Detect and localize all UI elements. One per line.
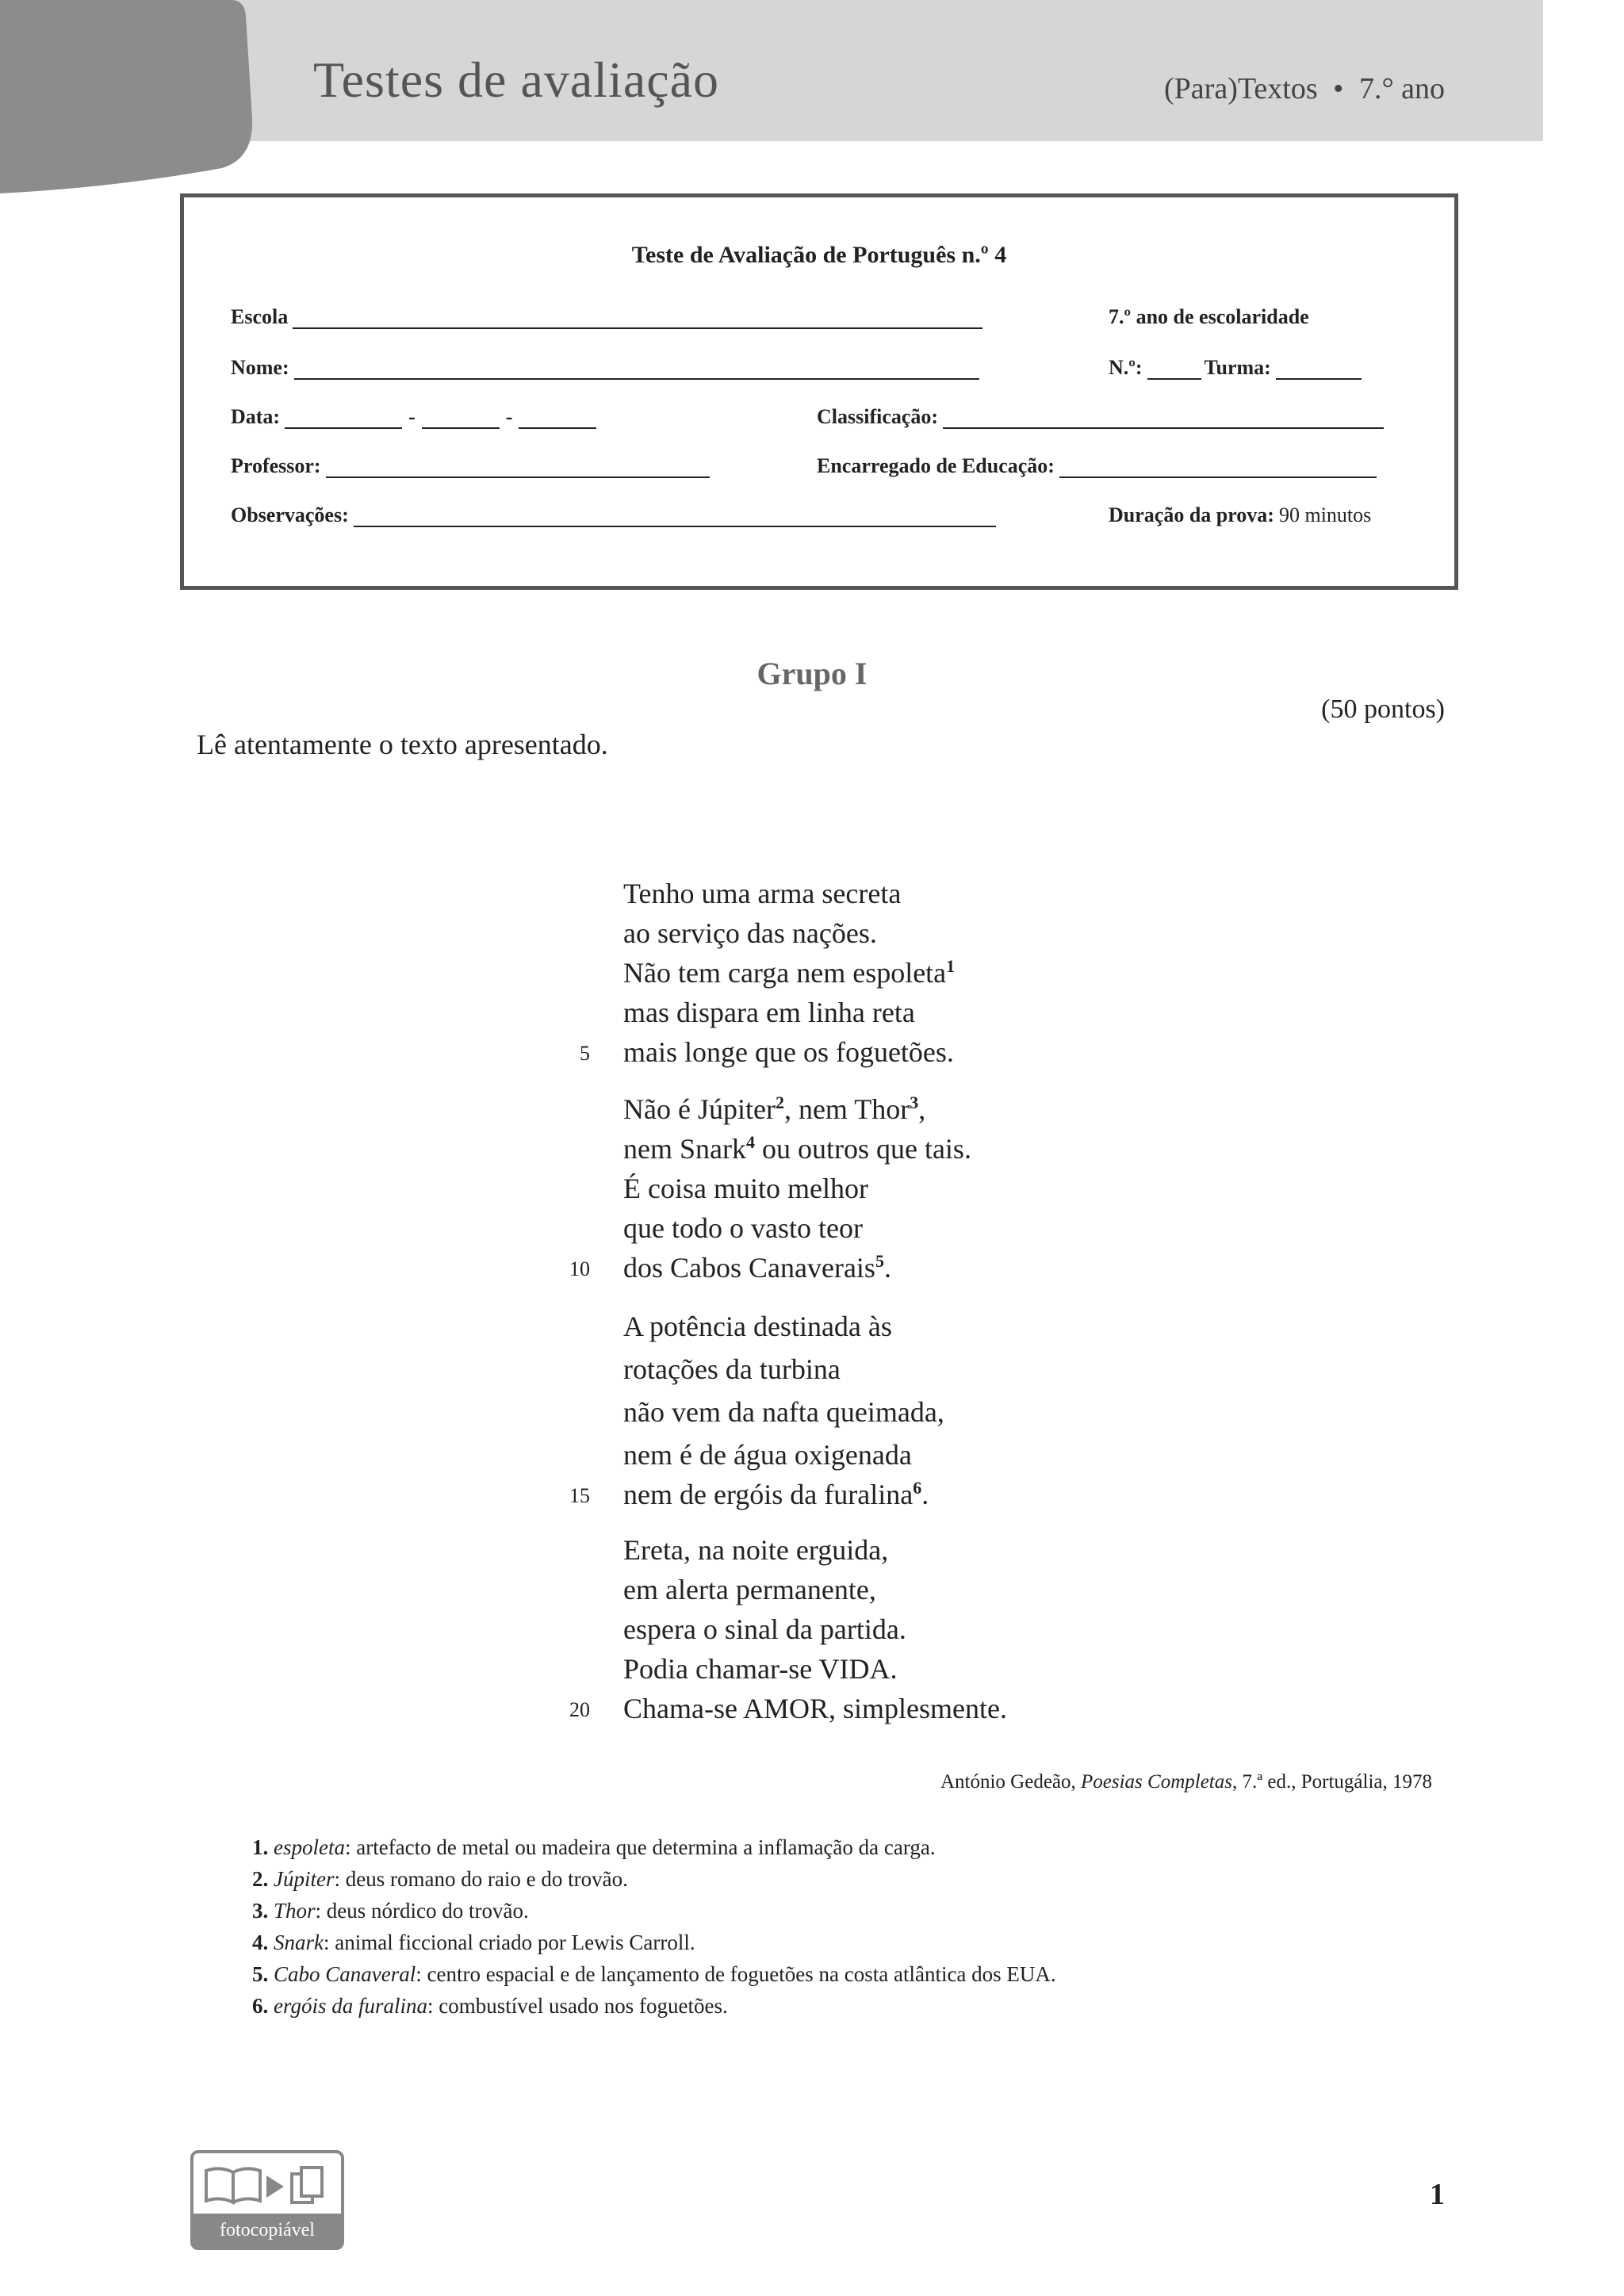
encarregado-field[interactable] xyxy=(1059,454,1377,478)
footnote-number: 3. xyxy=(252,1899,269,1923)
poem-line-text: espera o sinal da partida. xyxy=(623,1613,906,1645)
classificacao-field[interactable] xyxy=(943,405,1384,429)
numero-field[interactable] xyxy=(1147,356,1201,380)
turma-label: Turma: xyxy=(1204,356,1271,379)
poem-line-text: Tenho uma arma secreta xyxy=(623,878,902,909)
poem-line xyxy=(623,877,901,910)
footnote-definition: : animal ficcional criado por Lewis Carroll. xyxy=(324,1931,695,1954)
footnote-definition: : deus nórdico do trovão. xyxy=(315,1899,529,1923)
numero-label: N.º: xyxy=(1109,356,1143,379)
footnote-definition: : centro espacial e de lançamento de foguetões na costa atlântica dos EUA. xyxy=(416,1962,1056,1986)
group-title: Grupo I xyxy=(756,656,868,691)
nome-row xyxy=(231,356,979,380)
header-series-name: (Para)Textos xyxy=(1164,72,1318,105)
escola-label: Escola xyxy=(231,305,289,328)
poem-source xyxy=(940,1771,1432,1793)
poem-line xyxy=(623,1533,888,1567)
data-month-field[interactable] xyxy=(422,405,500,429)
observacoes-row xyxy=(231,503,996,527)
footnote-number: 1. xyxy=(252,1835,269,1859)
observacoes-field[interactable] xyxy=(354,503,996,527)
poem-line-text: ao serviço das nações. xyxy=(623,917,877,949)
header-bullet: • xyxy=(1333,72,1344,105)
header-series xyxy=(1156,71,1445,106)
footnotes xyxy=(252,1831,1056,2022)
footnote-marker: 1 xyxy=(946,956,956,976)
data-dash-2: - xyxy=(505,405,513,428)
footnote xyxy=(252,1863,1056,1895)
turma-field[interactable] xyxy=(1276,356,1362,380)
page-number: 1 xyxy=(1430,2178,1445,2211)
footnote-term: espoleta xyxy=(274,1835,345,1859)
escola-field[interactable] xyxy=(293,305,982,329)
poem-line-text: mais longe que os foguetões. xyxy=(623,1036,954,1068)
footnote-marker: 2 xyxy=(775,1093,784,1112)
header-tab-shape xyxy=(0,0,262,198)
footnote-term: Snark xyxy=(274,1931,324,1954)
poem-line xyxy=(623,916,877,950)
line-number: 20 xyxy=(569,1698,590,1721)
footnote-number: 2. xyxy=(252,1867,269,1891)
poem-line xyxy=(623,1692,1007,1725)
poem-line-text: Chama-se AMOR, simplesmente. xyxy=(623,1693,1007,1724)
group-points: (50 pontos) xyxy=(1321,695,1445,724)
poem-line-text: não vem da nafta queimada, xyxy=(623,1396,944,1428)
poem-line xyxy=(623,1478,929,1511)
encarregado-label: Encarregado de Educação: xyxy=(817,454,1055,477)
poem-line-text: Ereta, na noite erguida, xyxy=(623,1534,889,1566)
numero-turma-row xyxy=(1109,356,1362,380)
photocopiable-badge xyxy=(190,2150,344,2250)
footnote xyxy=(252,1895,1056,1927)
footnote xyxy=(252,1927,1056,1958)
book-to-copies-icon xyxy=(193,2161,341,2217)
duracao-value: 90 minutos xyxy=(1278,503,1372,526)
footnote-term: ergóis da furalina xyxy=(274,1994,428,2018)
poem-line xyxy=(623,996,915,1029)
footnote-marker: 6 xyxy=(913,1478,922,1498)
poem-line-continuation: . xyxy=(883,1252,891,1284)
poem-line xyxy=(623,1573,876,1606)
professor-row xyxy=(231,454,710,478)
poem-line xyxy=(623,1395,944,1429)
poem-line-text: A potência destinada às xyxy=(623,1311,892,1342)
poem-line-text: mas dispara em linha reta xyxy=(623,997,915,1028)
poem-line xyxy=(623,1251,891,1284)
poem-line xyxy=(623,1093,925,1126)
footnote-number: 4. xyxy=(252,1931,269,1954)
poem-line xyxy=(623,1035,954,1069)
duracao-label: Duração da prova: xyxy=(1109,503,1274,526)
data-year-field[interactable] xyxy=(519,405,596,429)
poem-line-text: É coisa muito melhor xyxy=(623,1173,868,1204)
poem-line xyxy=(623,1438,912,1471)
poem-line-tail: , xyxy=(918,1093,926,1125)
footnote xyxy=(252,1990,1056,2022)
poem-line xyxy=(623,1211,863,1245)
source-work: Poesias Completas xyxy=(1081,1771,1232,1793)
header-grade: 7.° ano xyxy=(1358,72,1445,105)
data-label: Data: xyxy=(231,405,281,428)
poem-line xyxy=(623,1652,898,1686)
source-details: , 7.ª ed., Portugália, 1978 xyxy=(1231,1771,1432,1793)
professor-label: Professor: xyxy=(231,454,321,477)
footnote-term: Thor xyxy=(274,1899,316,1923)
footnote xyxy=(252,1958,1056,1990)
poem-line xyxy=(623,1310,892,1343)
data-row xyxy=(231,405,596,429)
encarregado-row xyxy=(817,454,1377,478)
poem-line-text: em alerta permanente, xyxy=(623,1574,876,1605)
footnote-term: Cabo Canaveral xyxy=(274,1962,416,1986)
poem-line xyxy=(623,1353,841,1386)
poem-line-continuation: ou outros que tais. xyxy=(754,1133,971,1165)
poem-line-continuation: , nem Thor xyxy=(783,1093,910,1125)
escola-row xyxy=(231,305,982,329)
poem-line-text: Não tem carga nem espoleta xyxy=(623,957,947,989)
nome-label: Nome: xyxy=(231,356,289,379)
footnote-number: 6. xyxy=(252,1994,269,2018)
badge-label: fotocopiável xyxy=(193,2214,341,2247)
poem-line xyxy=(623,1613,906,1646)
ano-row xyxy=(1109,305,1309,329)
line-number: 5 xyxy=(580,1042,590,1065)
line-number: 10 xyxy=(569,1257,590,1280)
poem-line-text: Podia chamar-se VIDA. xyxy=(623,1653,898,1685)
footnote xyxy=(252,1831,1056,1863)
poem-line-text: Não é Júpiter xyxy=(623,1093,776,1125)
footnote-definition: : combustível usado nos foguetões. xyxy=(427,1994,728,2018)
source-author: António Gedeão, xyxy=(940,1771,1076,1793)
poem-line-text: que todo o vasto teor xyxy=(623,1212,863,1244)
observacoes-label: Observações: xyxy=(231,503,349,526)
poem-line xyxy=(623,1132,971,1165)
footnote-marker: 5 xyxy=(875,1251,884,1271)
professor-field[interactable] xyxy=(326,454,710,478)
classificacao-row xyxy=(817,405,1384,429)
reading-instruction: Lê atentamente o texto apresentado. xyxy=(197,729,608,760)
footnote-term: Júpiter xyxy=(274,1867,335,1891)
header-title: Testes de avaliação xyxy=(313,52,720,108)
test-heading: Teste de Avaliação de Português n.º 4 xyxy=(631,242,1007,268)
nome-field[interactable] xyxy=(294,356,979,380)
footnote-number: 5. xyxy=(252,1962,269,1986)
poem-line xyxy=(623,1172,868,1205)
duracao-row xyxy=(1109,503,1371,527)
footnote-definition: : artefacto de metal ou madeira que determina a inflamação da carga. xyxy=(344,1835,936,1859)
footnote-marker: 3 xyxy=(910,1093,919,1112)
poem-line-text: nem de ergóis da furalina xyxy=(623,1479,914,1510)
classificacao-label: Classificação: xyxy=(817,405,939,428)
data-day-field[interactable] xyxy=(285,405,402,429)
footnote-marker: 4 xyxy=(745,1132,755,1152)
line-number: 15 xyxy=(569,1484,590,1507)
poem-line-text: rotações da turbina xyxy=(623,1353,841,1385)
ano-label: 7.º ano de escolaridade xyxy=(1109,305,1309,328)
footnote-definition: : deus romano do raio e do trovão. xyxy=(334,1867,628,1891)
poem-line-text: dos Cabos Canaverais xyxy=(623,1252,875,1284)
poem-line-text: nem Snark xyxy=(623,1133,746,1165)
poem-line-continuation: . xyxy=(921,1479,929,1510)
student-info-form xyxy=(180,193,1458,590)
data-dash-1: - xyxy=(408,405,416,428)
poem-line-text: nem é de água oxigenada xyxy=(623,1439,912,1471)
poem-line xyxy=(623,956,955,989)
